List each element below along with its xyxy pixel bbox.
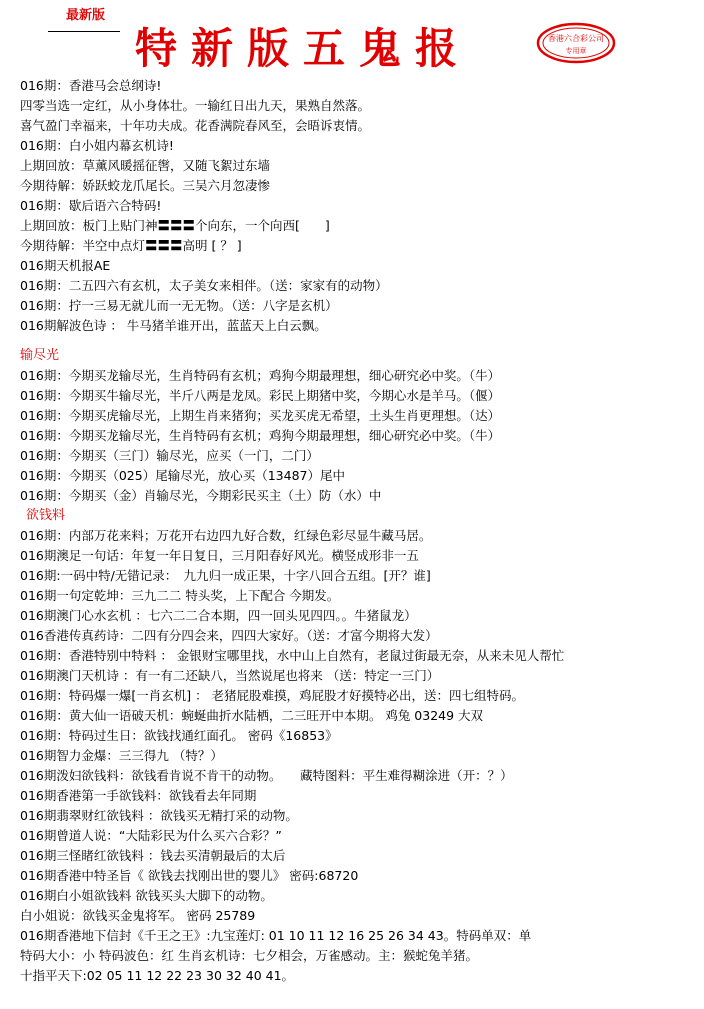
svg-text:专用章: 专用章: [565, 47, 587, 55]
text-line: 016期：内部万花来料；万花开右边四九好合数，红绿色彩尽显牛藏马居。: [20, 528, 432, 543]
text-line: 016期澳门天机诗 ：有一有二还缺八，当然说尾也将来 （送：特定一三门）: [20, 668, 440, 683]
text-line: 016期香港第一手欲钱料：欲钱看去年同期: [20, 788, 257, 803]
text-line: 喜气盈门幸福来，十年功夫成。花香满院春风至，会晤诉衷情。: [20, 118, 371, 133]
text-line: 016期翡翠财红欲钱料 ：欲钱买无精打采的动物。: [20, 808, 298, 823]
text-line: 今期待解：娇跃蛟龙爪尾长。三吴六月忽凄惨: [20, 178, 271, 193]
text-line: 016期天机报AE: [20, 258, 111, 273]
text-line: 特码大小：小 特码波色：红 生肖玄机诗：七夕相会，万雀感动。主：猴蛇兔羊猪。: [20, 948, 478, 963]
want-money-block: [20, 526, 704, 986]
text-line: 十指平天下:02 05 11 12 22 23 30 32 40 41。: [20, 968, 295, 983]
content-body: [20, 76, 704, 986]
text-line: 016期智力金爆：三三得九 （特？）: [20, 748, 223, 763]
section-title-lose-all: 输尽光: [20, 348, 60, 363]
text-line: 016期：香港特别中特料 ： 金银财宝哪里找，水中山上自然有，老鼠过街最无奈，从来未见人帮忙: [20, 648, 565, 663]
text-line: 016期：拧一三易无就儿而一无无物。（送：八字是玄机）: [20, 298, 338, 313]
svg-text:香港六合彩公司: 香港六合彩公司: [548, 34, 604, 43]
text-line: 016期：今期买龙输尽光，生肖特码有玄机；鸡狗今期最理想，细心研究必中奖。（牛）: [20, 428, 501, 443]
text-line: 四零当选一定红，从小身体壮。一输红日出九天，果熟自然落。: [20, 98, 371, 113]
text-line: 016期：今期买龙输尽光，生肖特码有玄机；鸡狗今期最理想，细心研究必中奖。（牛）: [20, 368, 501, 383]
header-divider: [48, 31, 120, 32]
text-line: 016香港传真药诗：二四有分四会来，四四大家好。（送：才富今期将大发）: [20, 628, 438, 643]
text-line: 016期：今期买虎输尽光，上期生肖来猪狗；买龙买虎无希望，土头生肖更理想。（达）: [20, 408, 501, 423]
page-title: 特新版五鬼报: [135, 24, 472, 73]
text-line: 上期回放：草薰风暖摇征辔，又随飞絮过东墙: [20, 158, 271, 173]
text-line: 今期待解：半空中点灯〓〓〓高明 [ ？ ]: [20, 238, 242, 253]
section-title-want-money: 欲钱料: [26, 508, 66, 523]
text-line: 016期白小姐欲钱料 欲钱买头大脚下的动物。: [20, 888, 273, 903]
text-line: 016期：特码爆一爆[一肖玄机] ： 老猪屁股难摸，鸡屁股才好摸特必出，送：四七组特码。: [20, 688, 525, 703]
text-line: 016期：歇后语六合特码!: [20, 198, 162, 213]
text-line: 016期澳足一句话：年复一年日复日，三月阳春好风光。横竖成形非一五: [20, 548, 419, 563]
text-line: 016期三怪睹红欲钱料 ：钱去买清朝最后的太后: [20, 848, 286, 863]
lose-all-block: [20, 366, 704, 506]
page-header: [0, 0, 704, 72]
text-line: 016期：今期买（025）尾输尽光，放心买（13487）尾中: [20, 468, 345, 483]
edition-label: 最新版: [66, 8, 106, 23]
text-line: 016期:一码中特/无错记录： 九九归一成正果，十字八回合五组。[开？谁]: [20, 568, 431, 583]
text-line: 016期一句定乾坤：三九二二 特头奖，上下配合 今期发。: [20, 588, 340, 603]
text-line: 016期泼妇欲钱料：欲钱看肯说不肯干的动物。 藏特图料：平生难得糊涂进（开：？）: [20, 768, 513, 783]
text-line: 白小姐说：欲钱买金鬼将军。 密码 25789: [20, 908, 256, 923]
text-line: 016期香港地下信封《千王之王》:九宝莲灯: 01 10 11 12 16 25 26 34 43。特码单双：单: [20, 928, 532, 943]
poem-block: [20, 76, 704, 336]
text-line: 016期：二五四六有玄机，太子美女来相伴。（送：家家有的动物）: [20, 278, 388, 293]
text-line: 016期澳门心水玄机 ：七六二二合本期，四一回头见四四。。牛猪鼠龙）: [20, 608, 417, 623]
text-line: 016期：今期买牛输尽光，半斤八两是龙凤。彩民上期猪中奖，今期心水是羊马。（偃）: [20, 388, 501, 403]
text-line: 016期：今期买（金）肖输尽光，今期彩民买主（土）防（水）中: [20, 488, 382, 503]
text-line: 016期曾道人说：“大陆彩民为什么买六合彩？”: [20, 828, 282, 843]
text-line: 016期：特码过生日：欲钱找通红面孔。 密码《16853》: [20, 728, 338, 743]
text-line: 016期：白小姐内幕玄机诗!: [20, 138, 174, 153]
text-line: 016期：香港马会总纲诗!: [20, 78, 162, 93]
text-line: 016期：今期买（三门）输尽光，应买（一门，二门）: [20, 448, 319, 463]
text-line: 上期回放：板门上贴门神〓〓〓个向东，一个向西[ ]: [20, 218, 330, 233]
text-line: 016期：黄大仙一语破天机：蜿蜒曲折水陆栖，二三旺开中本期。 鸡兔 03249 大双: [20, 708, 484, 723]
seal-stamp-icon: [536, 22, 616, 64]
text-line: 016期香港中特圣旨《 欲钱去找刚出世的婴儿》 密码:68720: [20, 868, 359, 883]
text-line: 016期解波色诗 ： 牛马猪羊谁开出，蓝蓝天上白云飘。: [20, 318, 327, 333]
